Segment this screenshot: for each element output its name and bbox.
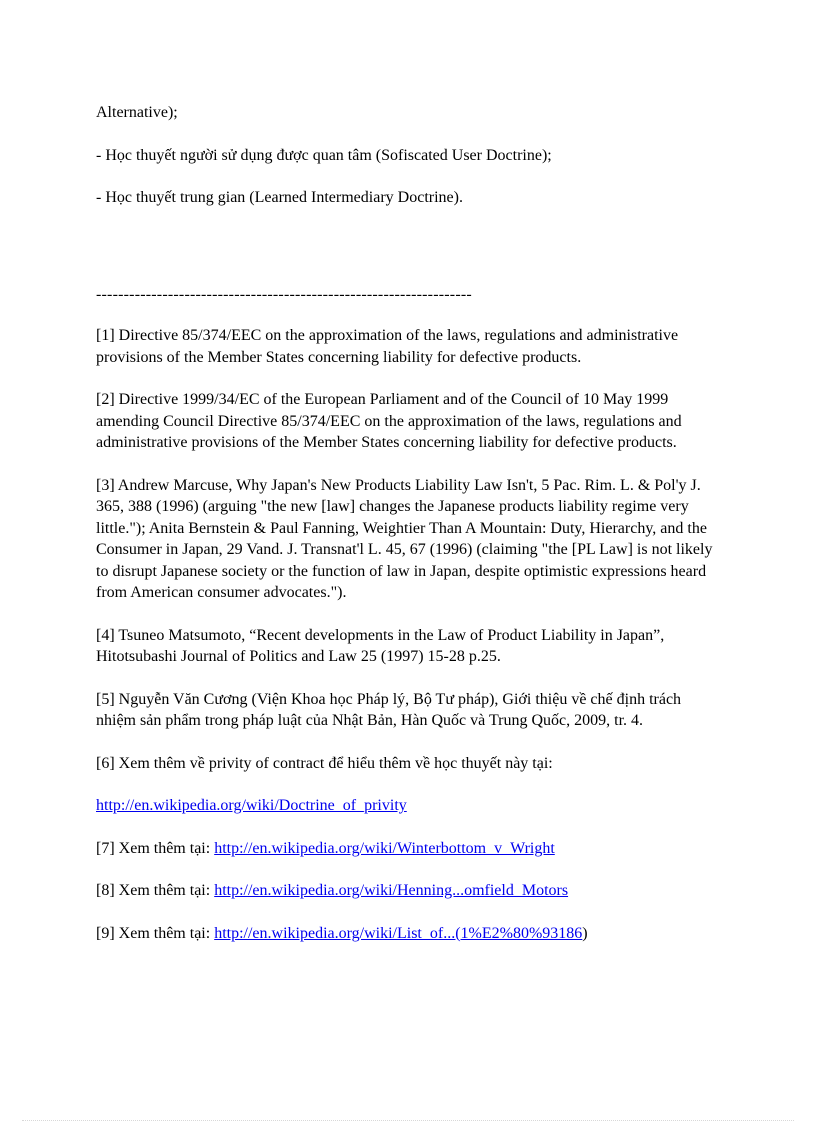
footnote-3: [3] Andrew Marcuse, Why Japan's New Products Liability Law Isn't, 5 Pac. Rim. L. & Pol'y J. 365, 388 (1996) (arguing "the new [law] changes the Japanese products liability regime very little."); Anita Bernstein & Paul Fanning, Weightier Than A Mountain: Duty, Hierarchy, and the Consumer in Japan, 29 Vand. J. Transnat'l L. 45, 67 (1996) (claiming "the [PL Law] is not likely to disrupt Japanese society or the function of law in Japan, despite optimistic expressions heard from American consumer advocates."). [96, 476, 713, 601]
list-of-link[interactable]: http://en.wikipedia.org/wiki/List_of...(1%E2%80%93186 [214, 924, 583, 942]
footnote-6-link-line [96, 795, 724, 817]
footnote-6: [6] Xem thêm về privity of contract để hiểu thêm về học thuyết này tại: [96, 754, 553, 772]
footnote-2: [2] Directive 1999/34/EC of the European Parliament and of the Council of 10 May 1999 amending Council Directive 85/374/EEC on the approximation of the laws, regulations and administrative provisions of the Member States concerning liability for defective products. [96, 391, 682, 451]
footnote-7 [96, 838, 724, 860]
footnote-9-suffix: ) [582, 924, 588, 942]
henning-link[interactable]: http://en.wikipedia.org/wiki/Henning...omfield_Motors [214, 882, 569, 899]
intro-line: - Học thuyết trung gian (Learned Intermediary Doctrine). [96, 189, 463, 206]
footnote-1: [1] Directive 85/374/EEC on the approximation of the laws, regulations and administrative provisions of the Member States concerning liability for defective products. [96, 327, 679, 366]
document-body [96, 102, 724, 965]
footnote-9 [96, 923, 724, 945]
page-bottom-border [22, 1120, 794, 1121]
spacer [96, 230, 724, 284]
footnote-8 [96, 880, 724, 902]
footnote-5: [5] Nguyễn Văn Cương (Viện Khoa học Pháp lý, Bộ Tư pháp), Giới thiệu về chế định trách nhiệm sản phẩm trong pháp luật của Nhật Bản, Hàn Quốc và Trung Quốc, 2009, tr. 4. [96, 690, 682, 729]
winterbottom-link[interactable]: http://en.wikipedia.org/wiki/Winterbottom_v_Wright [214, 839, 555, 857]
footnote-8-prefix: [8] Xem thêm tại: [96, 882, 215, 899]
footnote-7-prefix: [7] Xem thêm tại: [96, 839, 215, 857]
footnote-4: [4] Tsuneo Matsumoto, “Recent developments in the Law of Product Liability in Japan”, Hitotsubashi Journal of Politics and Law 25 (1997) 15-28 p.25. [96, 626, 665, 665]
footnote-9-prefix: [9] Xem thêm tại: [96, 924, 215, 942]
intro-line: Alternative); [96, 104, 178, 121]
intro-line: - Học thuyết người sử dụng được quan tâm (Sofiscated User Doctrine); [96, 146, 552, 164]
footnote-separator: -------------------------------------------------------------------- [96, 285, 472, 303]
doctrine-of-privity-link[interactable]: http://en.wikipedia.org/wiki/Doctrine_of_privity [96, 797, 407, 814]
